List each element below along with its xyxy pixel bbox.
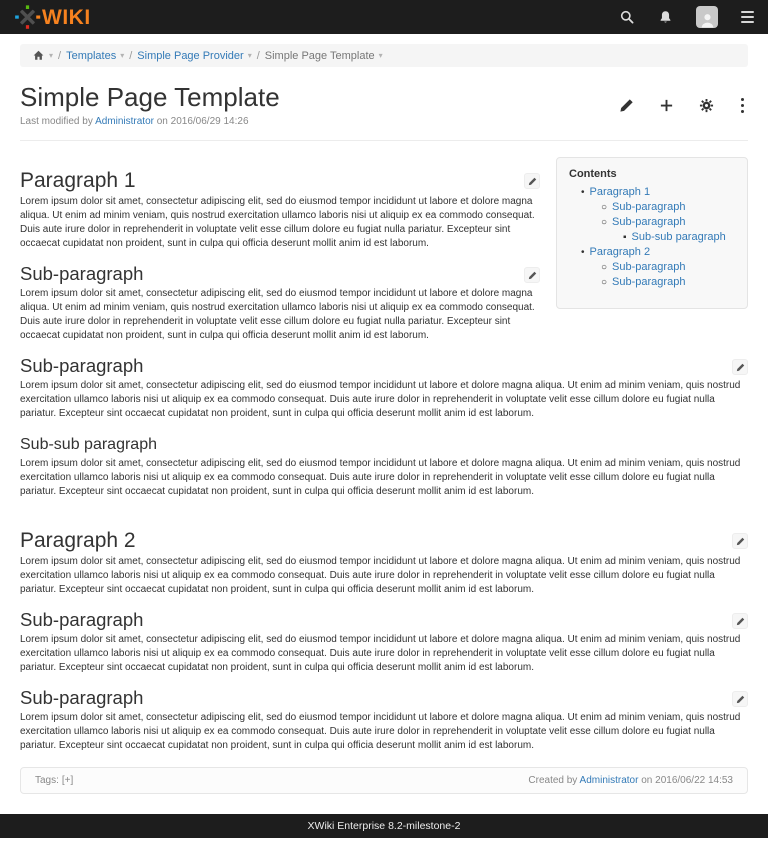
pencil-icon xyxy=(528,177,537,186)
version-text: XWiki Enterprise 8.2-milestone-2 xyxy=(307,820,461,832)
toc-link[interactable]: Sub-paragraph xyxy=(612,261,686,273)
chevron-down-icon[interactable]: ▾ xyxy=(120,51,125,60)
toc-item xyxy=(569,260,735,275)
section-edit-button[interactable] xyxy=(732,691,748,707)
notifications-bell-icon[interactable] xyxy=(658,10,673,25)
section-heading-text: Sub-paragraph xyxy=(20,687,144,708)
modified-on: on xyxy=(156,116,168,127)
section-heading xyxy=(20,609,748,631)
toc-link[interactable]: Sub-paragraph xyxy=(612,201,686,213)
kebab-menu-icon xyxy=(739,98,746,113)
toc-item xyxy=(569,215,735,230)
document-content xyxy=(0,141,768,753)
toc-item xyxy=(569,200,735,215)
toc-link[interactable]: Paragraph 2 xyxy=(589,246,651,258)
pencil-icon xyxy=(736,537,745,546)
xwiki-logo[interactable] xyxy=(14,5,91,29)
created-on: on xyxy=(641,775,653,786)
section-heading-text: Sub-paragraph xyxy=(20,609,144,630)
section-heading-text: Sub-paragraph xyxy=(20,355,144,376)
last-modified-info xyxy=(20,116,748,127)
tags-label: Tags: xyxy=(35,775,59,786)
toc-link[interactable]: Paragraph 1 xyxy=(589,186,651,198)
top-navigation-bar xyxy=(0,0,768,34)
document-footer xyxy=(20,767,748,794)
section-heading xyxy=(20,355,748,377)
breadcrumb-separator: / xyxy=(256,49,260,62)
content-section xyxy=(20,609,748,675)
add-tag-button[interactable]: [+] xyxy=(61,775,74,786)
xwiki-x-logo-icon xyxy=(14,5,41,29)
toc-bullet: • xyxy=(581,187,585,198)
breadcrumb-item[interactable]: Templates xyxy=(66,49,117,62)
toc-link[interactable]: Sub-paragraph xyxy=(612,276,686,288)
gear-icon xyxy=(699,98,714,113)
content-section xyxy=(20,435,748,499)
user-avatar[interactable] xyxy=(696,6,718,28)
modified-author-link[interactable]: Administrator xyxy=(95,116,154,127)
created-author-link[interactable]: Administrator xyxy=(579,775,639,786)
pencil-icon xyxy=(736,363,745,372)
breadcrumb-separator: / xyxy=(58,49,62,62)
section-body-text: Lorem ipsum dolor sit amet, consectetur adipiscing elit, sed do eiusmod tempor incididunt ut labore et dolore magna aliqua. Ut enim ad minim veniam, quis nostrud exercitation ullamco laboris nisi ut aliquip ex ea commodo consequat. Duis aute irure dolor in reprehenderit in voluptate velit esse cillum dolore eu fugiat nulla pariatur. Excepteur sint occaecat cupidatat non proident, sunt in culpa qui officia deserunt mollit anim id est laborum. xyxy=(20,380,741,419)
section-edit-button[interactable] xyxy=(732,613,748,629)
section-heading xyxy=(20,435,748,455)
created-datetime: 2016/06/22 14:53 xyxy=(655,775,733,786)
edit-button[interactable] xyxy=(619,98,634,113)
section-edit-button[interactable] xyxy=(524,267,540,283)
section-edit-button[interactable] xyxy=(524,173,540,189)
section-heading-text: Paragraph 1 xyxy=(20,169,136,192)
pencil-icon xyxy=(736,695,745,704)
breadcrumb xyxy=(20,44,748,67)
table-of-contents-box xyxy=(556,157,748,309)
chevron-down-icon[interactable]: ▾ xyxy=(247,51,252,60)
xwiki-logo-text: WIKI xyxy=(42,5,91,29)
create-button[interactable] xyxy=(659,98,674,113)
home-icon[interactable] xyxy=(32,49,45,62)
section-heading xyxy=(20,529,748,553)
toc-title: Contents xyxy=(569,168,617,180)
toc-bullet: ▪ xyxy=(623,232,627,243)
pencil-icon xyxy=(528,271,537,280)
section-heading xyxy=(20,687,748,709)
content-section xyxy=(20,529,748,597)
toc-bullet: ○ xyxy=(601,277,608,288)
toc-link[interactable]: Sub-paragraph xyxy=(612,216,686,228)
modified-datetime: 2016/06/29 14:26 xyxy=(170,116,249,127)
toc-item xyxy=(569,230,735,245)
search-icon[interactable] xyxy=(619,9,635,25)
section-edit-button[interactable] xyxy=(732,533,748,549)
toc-item xyxy=(569,185,735,200)
toc-bullet: • xyxy=(581,247,585,258)
drawer-menu-icon[interactable] xyxy=(741,11,754,23)
pencil-icon xyxy=(736,617,745,626)
content-section xyxy=(20,355,748,421)
section-body-text: Lorem ipsum dolor sit amet, consectetur adipiscing elit, sed do eiusmod tempor incididunt ut labore et dolore magna aliqua. Ut enim ad minim veniam, quis nostrud exercitation ullamco laboris nisi ut aliquip ex ea commodo consequat. Duis aute irure dolor in reprehenderit in voluptate velit esse cillum dolore eu fugiat nulla pariatur. Excepteur sint occaecat cupidatat non proident, sunt in culpa qui officia deserunt mollit anim id est laborum. xyxy=(20,634,741,673)
section-heading-text: Sub-paragraph xyxy=(20,263,144,284)
page-actions xyxy=(619,98,746,113)
section-body-text: Lorem ipsum dolor sit amet, consectetur adipiscing elit, sed do eiusmod tempor incididunt ut labore et dolore magna aliqua. Ut enim ad minim veniam, quis nostrud exercitation ullamco laboris nisi ut aliquip ex ea commodo consequat. Duis aute irure dolor in reprehenderit in voluptate velit esse cillum dolore eu fugiat nulla pariatur. Excepteur sint occaecat cupidatat non proident, sunt in culpa qui officia deserunt mollit anim id est laborum. xyxy=(20,196,535,249)
page-title: Simple Page Template xyxy=(20,82,280,112)
chevron-down-icon[interactable]: ▾ xyxy=(49,51,54,60)
toc-bullet: ○ xyxy=(601,262,608,273)
section-body-text: Lorem ipsum dolor sit amet, consectetur adipiscing elit, sed do eiusmod tempor incididunt ut labore et dolore magna aliqua. Ut enim ad minim veniam, quis nostrud exercitation ullamco laboris nisi ut aliquip ex ea commodo consequat. Duis aute irure dolor in reprehenderit in voluptate velit esse cillum dolore eu fugiat nulla pariatur. Excepteur sint occaecat cupidatat non proident, sunt in culpa qui officia deserunt mollit anim id est laborum. xyxy=(20,712,741,751)
section-body-text: Lorem ipsum dolor sit amet, consectetur adipiscing elit, sed do eiusmod tempor incididunt ut labore et dolore magna aliqua. Ut enim ad minim veniam, quis nostrud exercitation ullamco laboris nisi ut aliquip ex ea commodo consequat. Duis aute irure dolor in reprehenderit in voluptate velit esse cillum dolore eu fugiat nulla pariatur. Excepteur sint occaecat cupidatat non proident, sunt in culpa qui officia deserunt mollit anim id est laborum. xyxy=(20,458,741,497)
version-footer-bar xyxy=(0,814,768,838)
breadcrumb-item[interactable]: Simple Page Provider xyxy=(137,49,244,62)
chevron-down-icon[interactable]: ▾ xyxy=(378,51,383,60)
content-section xyxy=(20,687,748,753)
modified-prefix: Last modified by xyxy=(20,116,93,127)
breadcrumb-item: Simple Page Template xyxy=(264,49,375,62)
toc-bullet: ○ xyxy=(601,217,608,228)
created-info xyxy=(528,775,733,786)
created-prefix: Created by xyxy=(528,775,578,786)
pencil-icon xyxy=(619,98,634,113)
toc-link[interactable]: Sub-sub paragraph xyxy=(631,231,726,243)
more-actions-button[interactable] xyxy=(739,98,746,113)
document-header xyxy=(0,82,768,127)
section-body-text: Lorem ipsum dolor sit amet, consectetur adipiscing elit, sed do eiusmod tempor incididunt ut labore et dolore magna aliqua. Ut enim ad minim veniam, quis nostrud exercitation ullamco laboris nisi ut aliquip ex ea commodo consequat. Duis aute irure dolor in reprehenderit in voluptate velit esse cillum dolore eu fugiat nulla pariatur. Excepteur sint occaecat cupidatat non proident, sunt in culpa qui officia deserunt mollit anim id est laborum. xyxy=(20,288,535,341)
toc-item xyxy=(569,245,735,260)
plus-icon xyxy=(659,98,674,113)
administer-button[interactable] xyxy=(699,98,714,113)
section-heading-text: Paragraph 2 xyxy=(20,529,136,552)
toc-bullet: ○ xyxy=(601,202,608,213)
section-body-text: Lorem ipsum dolor sit amet, consectetur adipiscing elit, sed do eiusmod tempor incididunt ut labore et dolore magna aliqua. Ut enim ad minim veniam, quis nostrud exercitation ullamco laboris nisi ut aliquip ex ea commodo consequat. Duis aute irure dolor in reprehenderit in voluptate velit esse cillum dolore eu fugiat nulla pariatur. Excepteur sint occaecat cupidatat non proident, sunt in culpa qui officia deserunt mollit anim id est laborum. xyxy=(20,556,741,595)
breadcrumb-separator: / xyxy=(129,49,133,62)
section-edit-button[interactable] xyxy=(732,359,748,375)
section-heading-text: Sub-sub paragraph xyxy=(20,436,157,453)
toc-item xyxy=(569,275,735,290)
